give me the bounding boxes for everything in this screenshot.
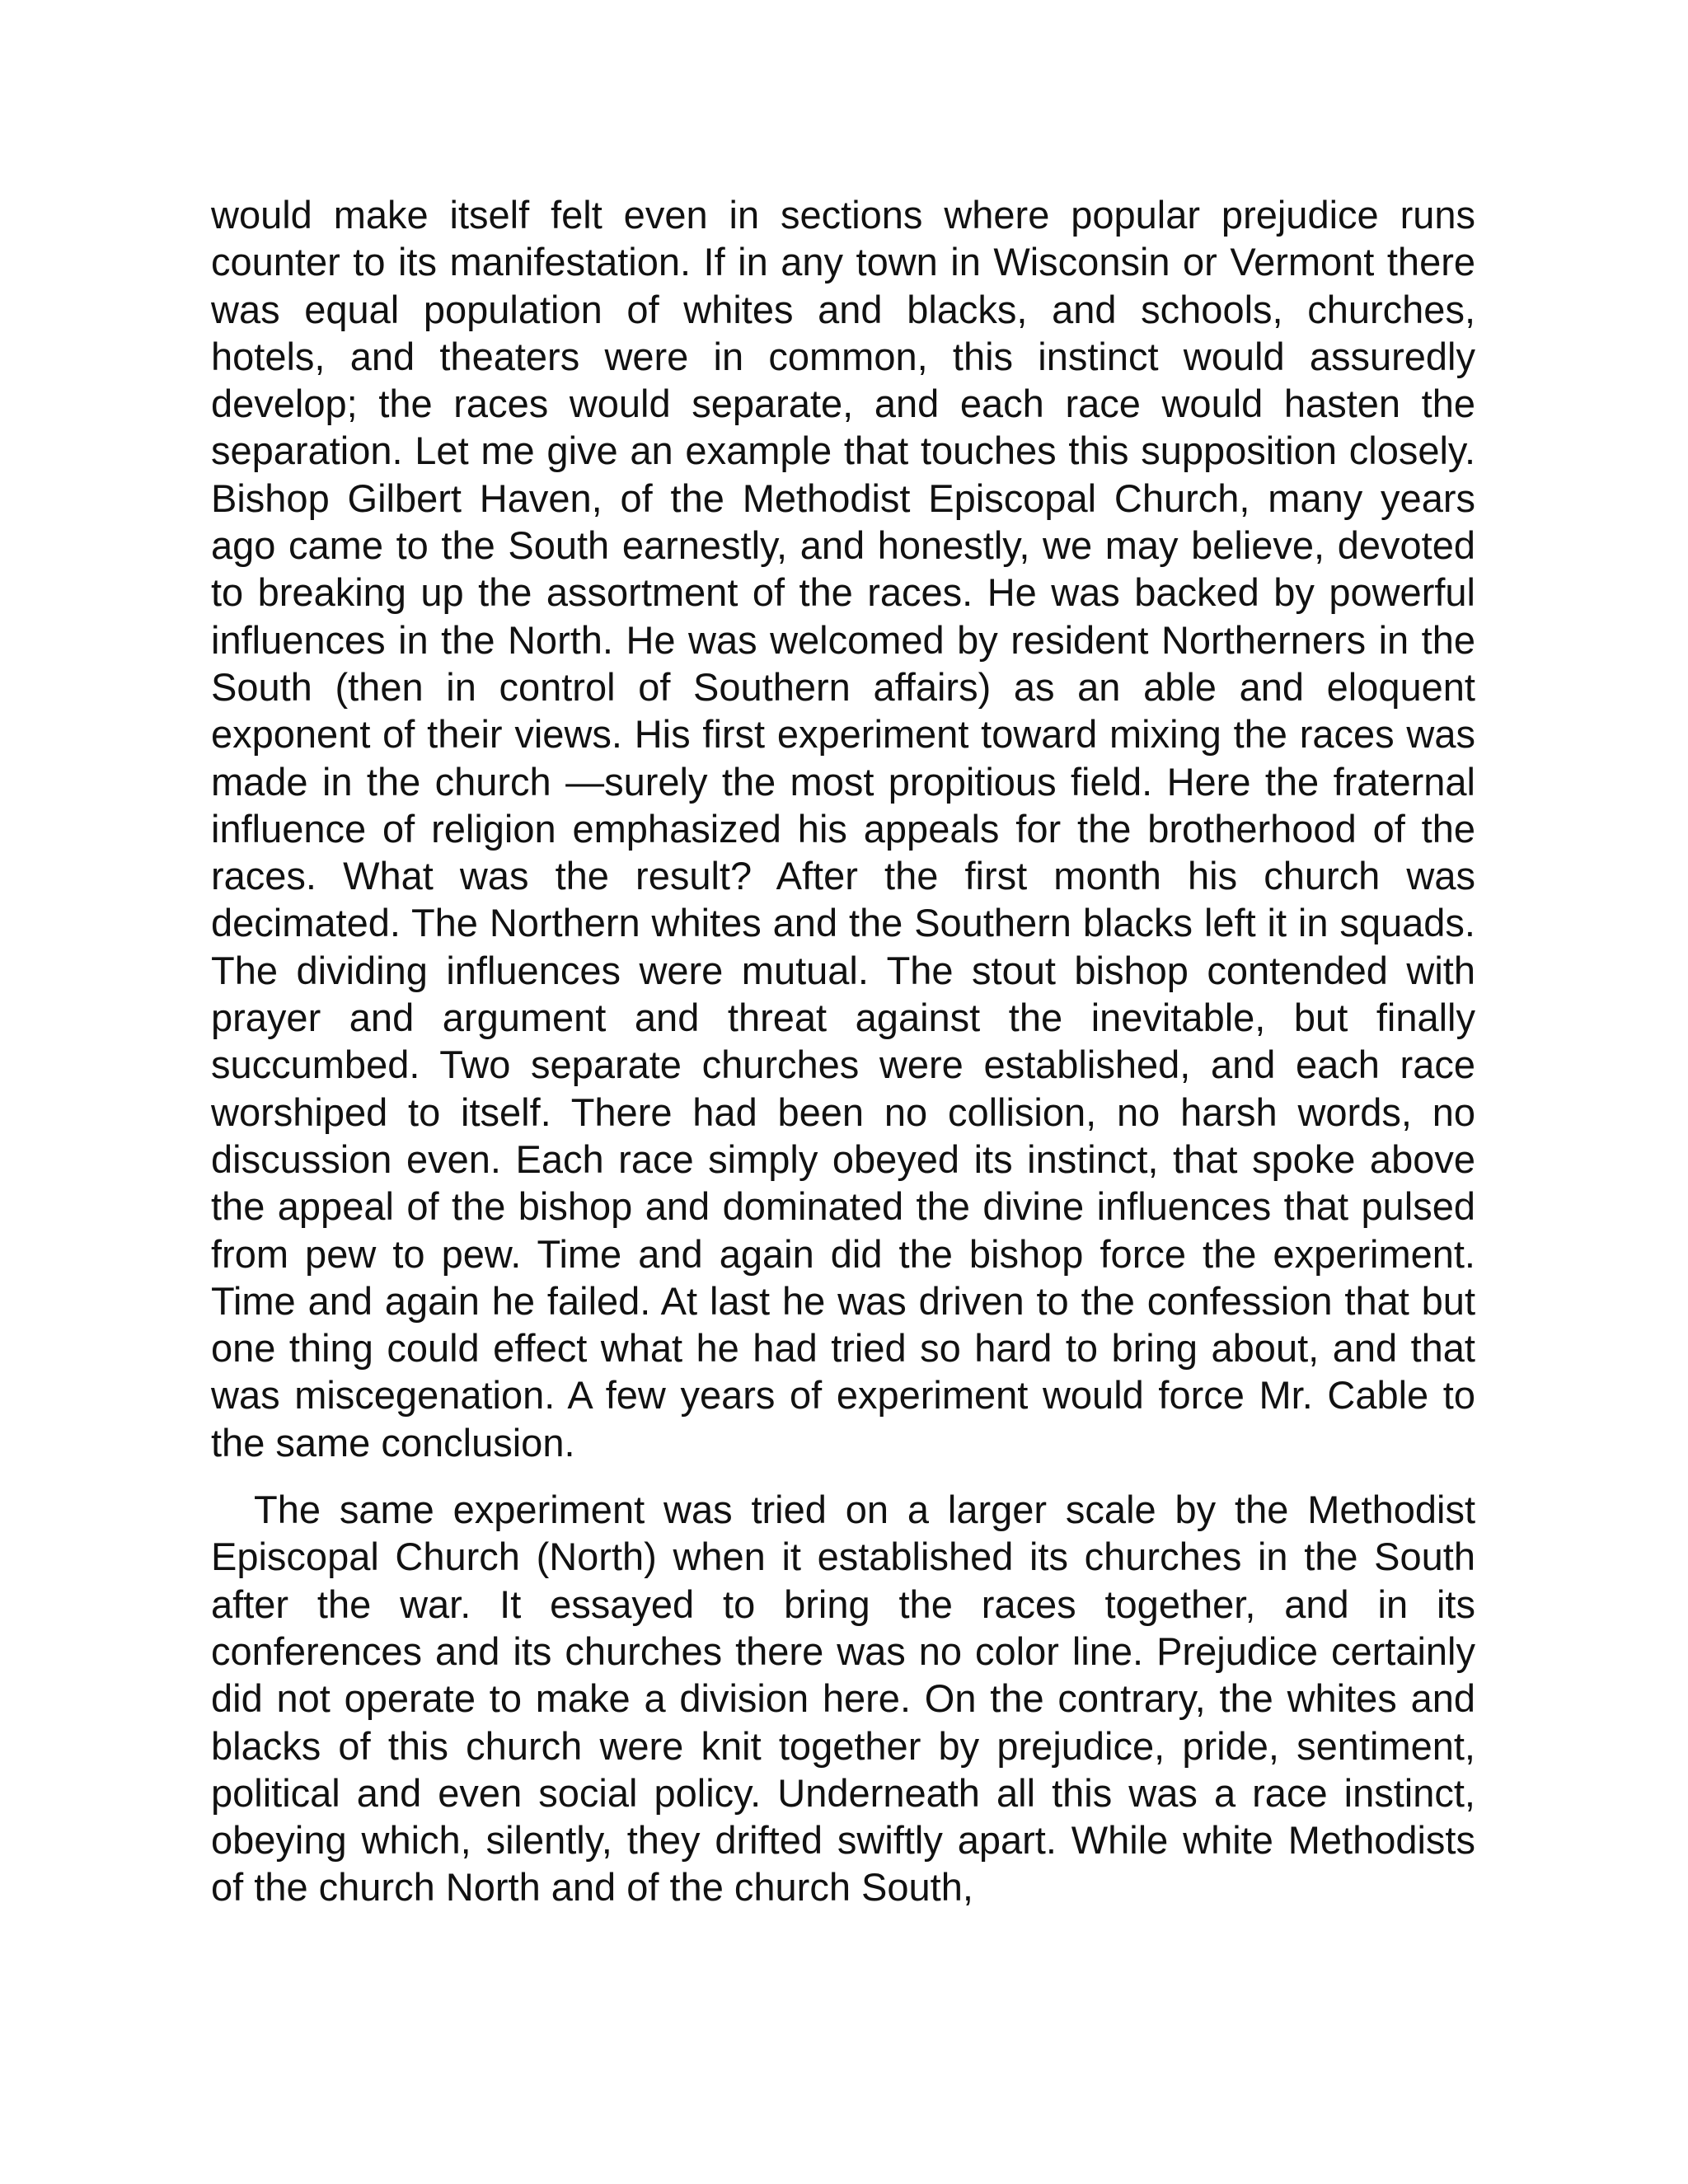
body-text [211, 191, 1475, 1911]
paragraph-2: The same experiment was tried on a larger scale by the Methodist Episcopal Church (North) when it established its churches in the South after the war. It essayed to bring the races together, and in its conferences and its churches there was no color line. Prejudice certainly did not operate to make a division here. On the contrary, the whites and blacks of this church were knit together by prejudice, pride, sentiment, political and even social policy. Underneath all this was a race instinct, obeying which, silently, they drifted swiftly apart. While white Methodists of the church North and of the church South, [211, 1488, 1475, 1910]
paragraph-1: would make itself felt even in sections where popular prejudice runs counter to its manifestation. If in any town in Wisconsin or Vermont there was equal population of whites and blacks, and schools, churches, hotels, and theaters were in common, this instinct would assuredly develop; the races would separate, and each race would hasten the separation. Let me give an example that touches this supposition closely. Bishop Gilbert Haven, of the Methodist Episcopal Church, many years ago came to the South earnestly, and honestly, we may believe, devoted to breaking up the assortment of the races. He was backed by powerful influences in the North. He was welcomed by resident Northerners in the South (then in control of Southern affairs) as an able and eloquent exponent of their views. His first experiment toward mixing the races was made in the church —surely the most propitious field. Here the fraternal influence of religion emphasized his appeals for the brotherhood of the races. What was the result? After the first month his church was decimated. The Northern whites and the Southern blacks left it in squads. The dividing influences were mutual. The stout bishop contended with prayer and argument and threat against the inevitable, but finally succumbed. Two separate churches were established, and each race worshiped to itself. There had been no collision, no harsh words, no discussion even. Each race simply obeyed its instinct, that spoke above the appeal of the bishop and dominated the divine influences that pulsed from pew to pew. Time and again did the bishop force the experiment. Time and again he failed. At last he was driven to the confession that but one thing could effect what he had tried so hard to bring about, and that was miscegenation. A few years of experiment would force Mr. Cable to the same conclusion. [211, 193, 1475, 1465]
